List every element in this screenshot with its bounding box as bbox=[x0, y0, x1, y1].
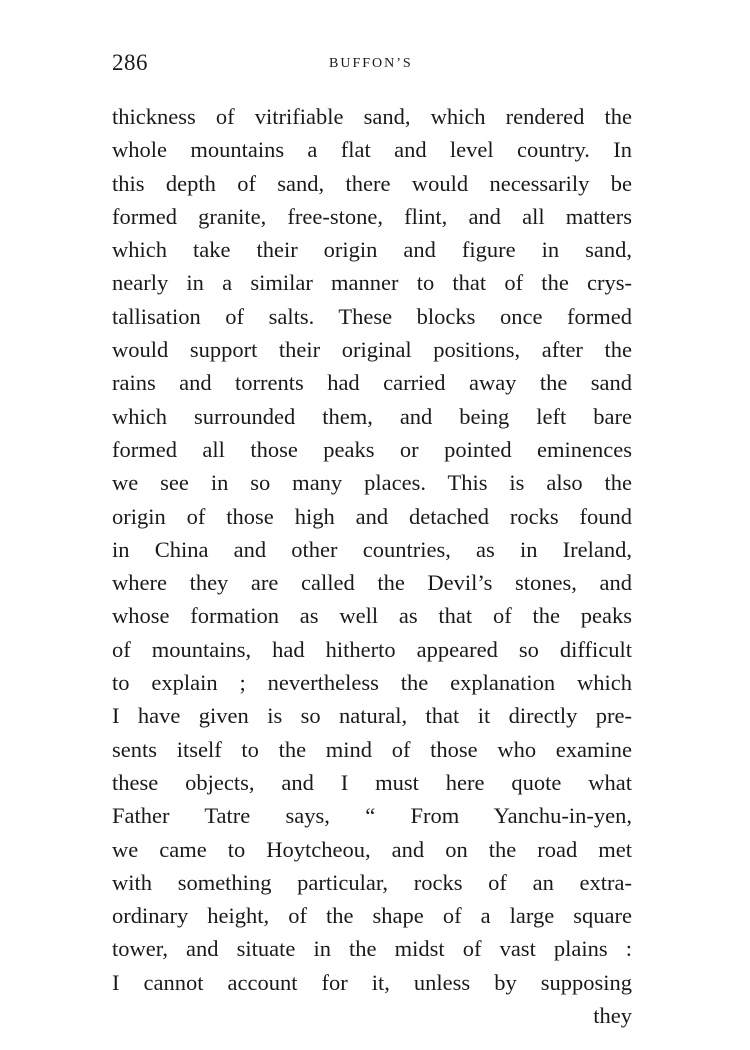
catchword: they bbox=[593, 1003, 632, 1029]
text-line: these objects, and I must here quote what bbox=[112, 769, 632, 795]
text-line: nearly in a similar manner to that of the crys- bbox=[112, 270, 632, 296]
text-line: of mountains, had hitherto appeared so difficult bbox=[112, 636, 632, 662]
text-line: Father Tatre says, “ From Yanchu-in-yen, bbox=[112, 803, 632, 829]
running-head bbox=[112, 50, 632, 80]
page-number: 286 bbox=[112, 50, 148, 75]
text-line: tallisation of salts. These blocks once formed bbox=[112, 303, 632, 329]
text-line: sents itself to the mind of those who examine bbox=[112, 736, 632, 762]
text-line: tower, and situate in the midst of vast plains : bbox=[112, 936, 632, 962]
text-line: to explain ; nevertheless the explanation which bbox=[112, 670, 632, 696]
text-line: formed all those peaks or pointed eminences bbox=[112, 436, 632, 462]
text-line: we came to Hoytcheou, and on the road met bbox=[112, 836, 632, 862]
text-line: thickness of vitrifiable sand, which rendered the bbox=[112, 104, 632, 129]
text-line: where they are called the Devil’s stones, and bbox=[112, 570, 632, 596]
body-text bbox=[112, 100, 632, 1032]
text-line: formed granite, free-stone, flint, and all matters bbox=[112, 203, 632, 229]
text-line: origin of those high and detached rocks found bbox=[112, 503, 632, 529]
text-line: I cannot account for it, unless by supposing bbox=[112, 969, 632, 995]
text-line: with something particular, rocks of an extra- bbox=[112, 869, 632, 895]
text-line: which take their origin and figure in sand, bbox=[112, 237, 632, 263]
text-line: rains and torrents had carried away the sand bbox=[112, 370, 632, 396]
text-line: we see in so many places. This is also the bbox=[112, 470, 632, 496]
text-line: this depth of sand, there would necessarily be bbox=[112, 170, 632, 196]
text-line: in China and other countries, as in Ireland, bbox=[112, 536, 632, 562]
text-line: whose formation as well as that of the peaks bbox=[112, 603, 632, 629]
text-line: whole mountains a flat and level country. In bbox=[112, 137, 632, 163]
text-line: I have given is so natural, that it directly pre- bbox=[112, 703, 632, 729]
text-line: which surrounded them, and being left bare bbox=[112, 403, 632, 429]
text-line: ordinary height, of the shape of a large square bbox=[112, 903, 632, 929]
running-title: BUFFON’S bbox=[329, 56, 413, 71]
text-line: would support their original positions, after the bbox=[112, 337, 632, 363]
